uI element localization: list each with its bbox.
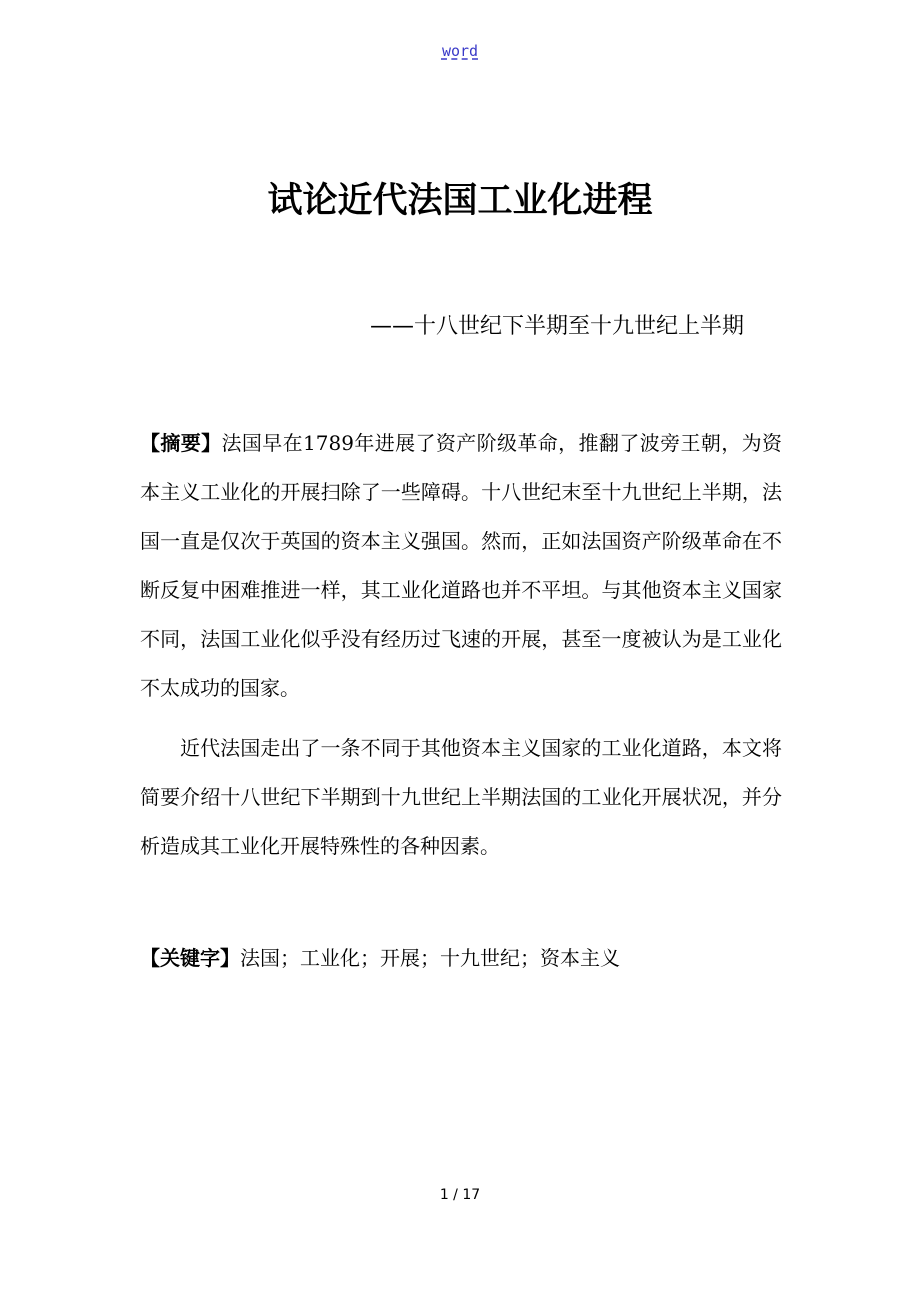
page-header [0,40,920,62]
word-link[interactable]: word [441,42,479,60]
abstract-paragraph [140,419,782,713]
keywords-line [140,934,782,983]
page-number: 1 / 17 [439,1187,481,1203]
document-subtitle: ——十八世纪下半期至十九世纪上半期 [370,314,745,339]
document-title: 试论近代法国工业化进程 [267,181,653,221]
abstract-label: 【摘要】 [140,431,222,455]
keywords-text: 法国；工业化；开展；十九世纪；资本主义 [240,946,620,970]
keywords-label: 【关键字】 [140,946,240,970]
body-paragraph: 近代法国走出了一条不同于其他资本主义国家的工业化道路，本文将简要介绍十八世纪下半期到十九世纪上半期法国的工业化开展状况，并分析造成其工业化开展特殊性的各种因素。 [140,736,782,858]
abstract-text: 法国早在1789年进展了资产阶级革命，推翻了波旁王朝，为资本主义工业化的开展扫除了一些障碍。十八世纪末至十九世纪上半期，法国一直是仅次于英国的资本主义强国。然而，正如法国资产阶级革命在不断反复中困难推进一样，其工业化道路也并不平坦。与其他资本主义国家不同，法国工业化似乎没有经历过飞速的开展，甚至一度被认为是工业化不太成功的国家。 [140,431,782,700]
